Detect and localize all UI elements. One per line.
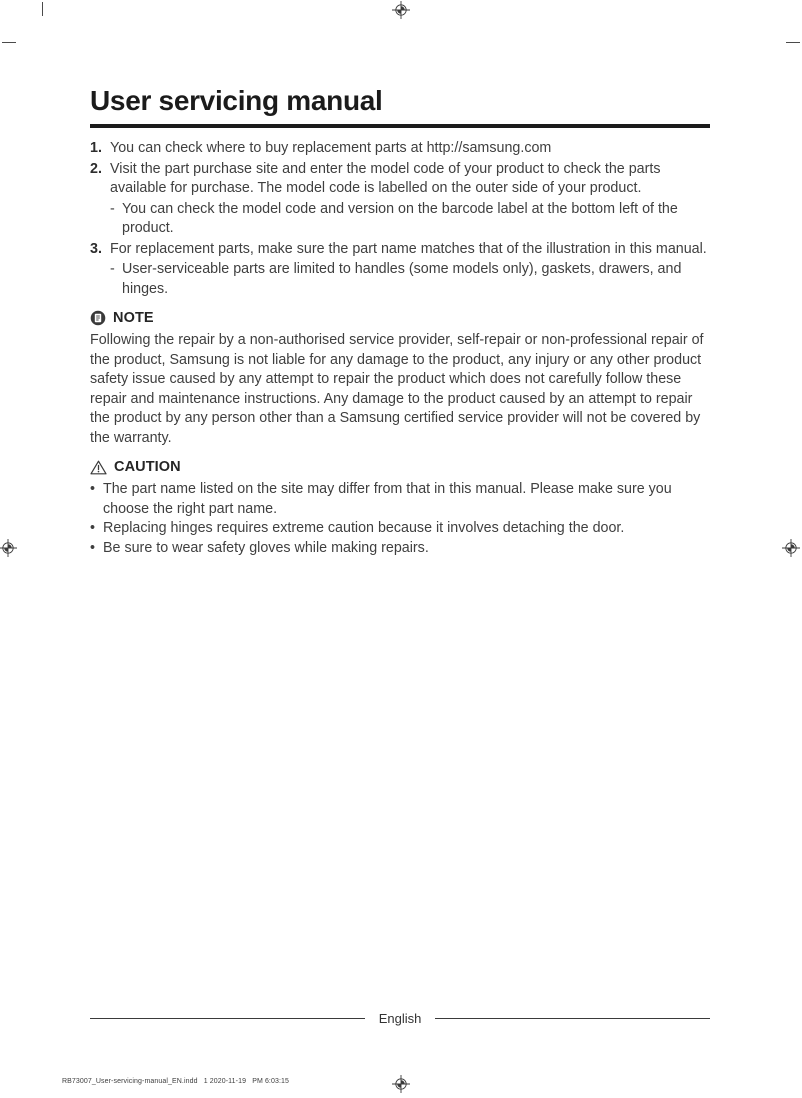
substep-dash: - (110, 200, 115, 217)
page-title: User servicing manual (90, 85, 383, 116)
step-number: 3. (90, 240, 102, 257)
print-info: RB73007_User-servicing-manual_EN.indd 1 2020-11-19 PM 6:03:15 (62, 1078, 289, 1085)
footer-rule-left (90, 1018, 365, 1019)
substep-item (90, 260, 710, 299)
note-label: NOTE (113, 310, 154, 326)
bullet-text: The part name listed on the site may differ from that in this manual. Please make sure you choose the right part name. (103, 481, 672, 517)
registration-mark-left-icon (0, 539, 17, 557)
step-item-1 (90, 139, 710, 159)
step-item-3 (90, 240, 710, 260)
note-body: Following the repair by a non-authorised service provider, self-repair or non-professional repair of the product, Samsung is not liable for any damage to the product, any injury or any other product safety issue caused by any attempt to repair the product which does not carefully follow these repair and maintenance instructions. Any damage to the product caused by an attempt to repair the product by any person other than a Samsung certified service provider will not be covered by the warranty. (90, 332, 704, 446)
note-icon (90, 310, 106, 326)
substep-text: User-serviceable parts are limited to handles (some models only), gaskets, drawers, and hinges. (122, 261, 682, 297)
title-rule (90, 124, 710, 128)
step-number: 1. (90, 140, 102, 156)
step-text: For replacement parts, make sure the part name matches that of the illustration in this manual. (110, 240, 707, 257)
bullet-item (90, 539, 710, 559)
bullet-text: Be sure to wear safety gloves while making repairs. (103, 539, 429, 556)
bullet-glyph: • (90, 539, 96, 556)
crop-mark-top-left-horizontal (2, 42, 16, 43)
bullet-glyph: • (90, 520, 96, 536)
bullet-item (90, 480, 710, 519)
footer-rule-right (435, 1018, 710, 1019)
steps-list (90, 139, 710, 299)
step-number: 2. (90, 160, 102, 177)
bullet-glyph: • (90, 481, 96, 497)
crop-mark-top-left-vertical (42, 2, 43, 16)
step-text: Visit the part purchase site and enter the model code of your product to check the parts available for purchase. The model code is labelled on the outer side of your product. (110, 160, 661, 196)
step-item-2 (90, 160, 710, 199)
note-heading (90, 310, 710, 326)
caution-heading (90, 459, 710, 475)
caution-label: CAUTION (114, 459, 181, 475)
footer-language: English (378, 1011, 422, 1026)
registration-mark-bottom-icon (392, 1075, 410, 1093)
caution-bullets (90, 480, 710, 558)
bullet-text: Replacing hinges requires extreme caution because it involves detaching the door. (103, 520, 625, 536)
bullet-item (90, 519, 710, 539)
registration-mark-top-icon (392, 1, 410, 19)
page-content (90, 84, 710, 558)
crop-mark-top-right-horizontal (786, 42, 800, 43)
substep-item (90, 200, 710, 239)
step-text: You can check where to buy replacement parts at http://samsung.com (110, 140, 552, 156)
page-footer (90, 1011, 710, 1026)
registration-mark-right-icon (782, 539, 800, 557)
substep-text: You can check the model code and version on the barcode label at the bottom left of the product. (122, 200, 678, 236)
substep-dash: - (110, 261, 115, 277)
warning-icon (90, 460, 107, 475)
